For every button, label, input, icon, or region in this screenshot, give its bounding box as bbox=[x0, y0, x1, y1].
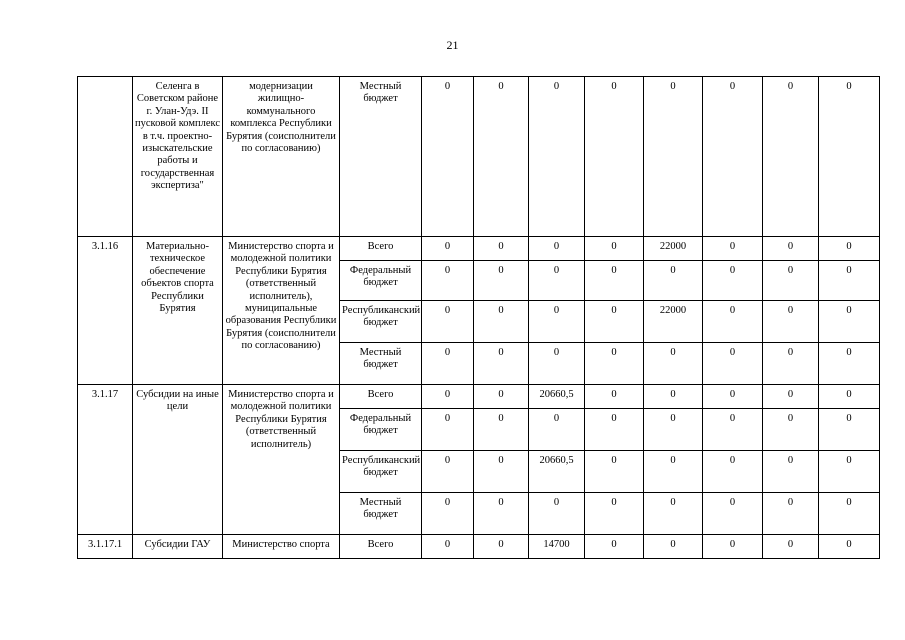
funding-source: Федеральный бюджет bbox=[340, 261, 422, 301]
value-cell: 0 bbox=[819, 409, 880, 451]
value-cell: 0 bbox=[644, 535, 703, 559]
value-cell: 0 bbox=[474, 409, 529, 451]
value-cell: 0 bbox=[529, 237, 585, 261]
item-code: 3.1.17.1 bbox=[78, 535, 133, 559]
table-row bbox=[78, 385, 880, 409]
value-cell: 0 bbox=[422, 493, 474, 535]
value-cell: 0 bbox=[703, 237, 763, 261]
value-cell: 0 bbox=[422, 261, 474, 301]
item-executor: Министерство спорта и молодежной политики Республики Бурятия (ответственный исполнитель) bbox=[223, 385, 340, 535]
value-cell: 0 bbox=[585, 261, 644, 301]
value-cell: 14700 bbox=[529, 535, 585, 559]
value-cell: 0 bbox=[819, 535, 880, 559]
value-cell: 0 bbox=[703, 385, 763, 409]
value-cell: 0 bbox=[529, 409, 585, 451]
value-cell: 0 bbox=[763, 237, 819, 261]
value-cell: 0 bbox=[422, 237, 474, 261]
value-cell: 0 bbox=[644, 385, 703, 409]
funding-source: Всего bbox=[340, 237, 422, 261]
value-cell: 0 bbox=[422, 535, 474, 559]
value-cell: 0 bbox=[644, 77, 703, 237]
value-cell: 0 bbox=[474, 451, 529, 493]
value-cell: 0 bbox=[703, 451, 763, 493]
funding-source: Республиканский бюджет bbox=[340, 301, 422, 343]
item-name: Материально-техническое обеспечение объектов спорта Республики Бурятия bbox=[133, 237, 223, 385]
value-cell: 0 bbox=[585, 493, 644, 535]
value-cell: 0 bbox=[763, 535, 819, 559]
funding-source: Местный бюджет bbox=[340, 493, 422, 535]
funding-source: Всего bbox=[340, 535, 422, 559]
item-name: Селенга в Советском районе г. Улан-Удэ. II пусковой комплекс в т.ч. проектно-изыскательские работы и государственная экспертиза" bbox=[133, 77, 223, 237]
value-cell: 0 bbox=[819, 493, 880, 535]
value-cell: 0 bbox=[703, 77, 763, 237]
value-cell: 0 bbox=[703, 409, 763, 451]
funding-source: Всего bbox=[340, 385, 422, 409]
value-cell: 0 bbox=[585, 385, 644, 409]
funding-source: Федеральный бюджет bbox=[340, 409, 422, 451]
value-cell: 0 bbox=[529, 343, 585, 385]
value-cell: 0 bbox=[474, 237, 529, 261]
value-cell: 0 bbox=[763, 343, 819, 385]
value-cell: 0 bbox=[703, 493, 763, 535]
value-cell: 0 bbox=[529, 493, 585, 535]
item-executor: модернизации жилищно-коммунального комплекса Республики Бурятия (соисполнители по согласованию) bbox=[223, 77, 340, 237]
value-cell: 0 bbox=[703, 301, 763, 343]
item-name: Субсидии на иные цели bbox=[133, 385, 223, 535]
value-cell: 0 bbox=[585, 77, 644, 237]
value-cell: 0 bbox=[763, 301, 819, 343]
value-cell: 22000 bbox=[644, 237, 703, 261]
value-cell: 0 bbox=[474, 343, 529, 385]
value-cell: 0 bbox=[644, 451, 703, 493]
table-row bbox=[78, 77, 880, 237]
value-cell: 0 bbox=[422, 409, 474, 451]
value-cell: 0 bbox=[763, 261, 819, 301]
item-executor: Министерство спорта и молодежной политики Республики Бурятия (ответственный исполнитель), муниципальные образования Республики Бурятия (соисполнители по согласованию) bbox=[223, 237, 340, 385]
value-cell: 0 bbox=[819, 77, 880, 237]
item-code: 3.1.17 bbox=[78, 385, 133, 535]
value-cell: 0 bbox=[529, 261, 585, 301]
value-cell: 0 bbox=[703, 535, 763, 559]
value-cell: 0 bbox=[474, 77, 529, 237]
value-cell: 0 bbox=[474, 261, 529, 301]
funding-source: Местный бюджет bbox=[340, 77, 422, 237]
page-number: 21 bbox=[446, 38, 459, 52]
value-cell: 0 bbox=[703, 261, 763, 301]
value-cell: 0 bbox=[644, 261, 703, 301]
value-cell: 0 bbox=[819, 343, 880, 385]
value-cell: 0 bbox=[763, 409, 819, 451]
value-cell: 0 bbox=[819, 385, 880, 409]
value-cell: 0 bbox=[474, 493, 529, 535]
value-cell: 0 bbox=[585, 451, 644, 493]
value-cell: 0 bbox=[474, 385, 529, 409]
table-row bbox=[78, 535, 880, 559]
value-cell: 20660,5 bbox=[529, 385, 585, 409]
funding-source: Республиканский бюджет bbox=[340, 451, 422, 493]
value-cell: 0 bbox=[703, 343, 763, 385]
value-cell: 0 bbox=[763, 385, 819, 409]
item-name: Субсидии ГАУ bbox=[133, 535, 223, 559]
value-cell: 0 bbox=[819, 261, 880, 301]
value-cell: 0 bbox=[529, 301, 585, 343]
value-cell: 0 bbox=[644, 343, 703, 385]
budget-table bbox=[77, 76, 880, 559]
value-cell: 0 bbox=[644, 493, 703, 535]
funding-source: Местный бюджет bbox=[340, 343, 422, 385]
value-cell: 0 bbox=[474, 301, 529, 343]
value-cell: 0 bbox=[644, 409, 703, 451]
item-code bbox=[78, 77, 133, 237]
value-cell: 0 bbox=[585, 343, 644, 385]
value-cell: 0 bbox=[422, 385, 474, 409]
value-cell: 0 bbox=[819, 301, 880, 343]
value-cell: 0 bbox=[422, 343, 474, 385]
value-cell: 0 bbox=[763, 451, 819, 493]
value-cell: 0 bbox=[529, 77, 585, 237]
value-cell: 20660,5 bbox=[529, 451, 585, 493]
value-cell: 0 bbox=[422, 301, 474, 343]
value-cell: 0 bbox=[819, 237, 880, 261]
value-cell: 0 bbox=[585, 409, 644, 451]
value-cell: 0 bbox=[585, 535, 644, 559]
value-cell: 0 bbox=[819, 451, 880, 493]
item-executor: Министерство спорта bbox=[223, 535, 340, 559]
value-cell: 22000 bbox=[644, 301, 703, 343]
value-cell: 0 bbox=[422, 77, 474, 237]
item-code: 3.1.16 bbox=[78, 237, 133, 385]
value-cell: 0 bbox=[422, 451, 474, 493]
value-cell: 0 bbox=[585, 301, 644, 343]
value-cell: 0 bbox=[474, 535, 529, 559]
value-cell: 0 bbox=[763, 77, 819, 237]
table-row bbox=[78, 237, 880, 261]
value-cell: 0 bbox=[763, 493, 819, 535]
value-cell: 0 bbox=[585, 237, 644, 261]
